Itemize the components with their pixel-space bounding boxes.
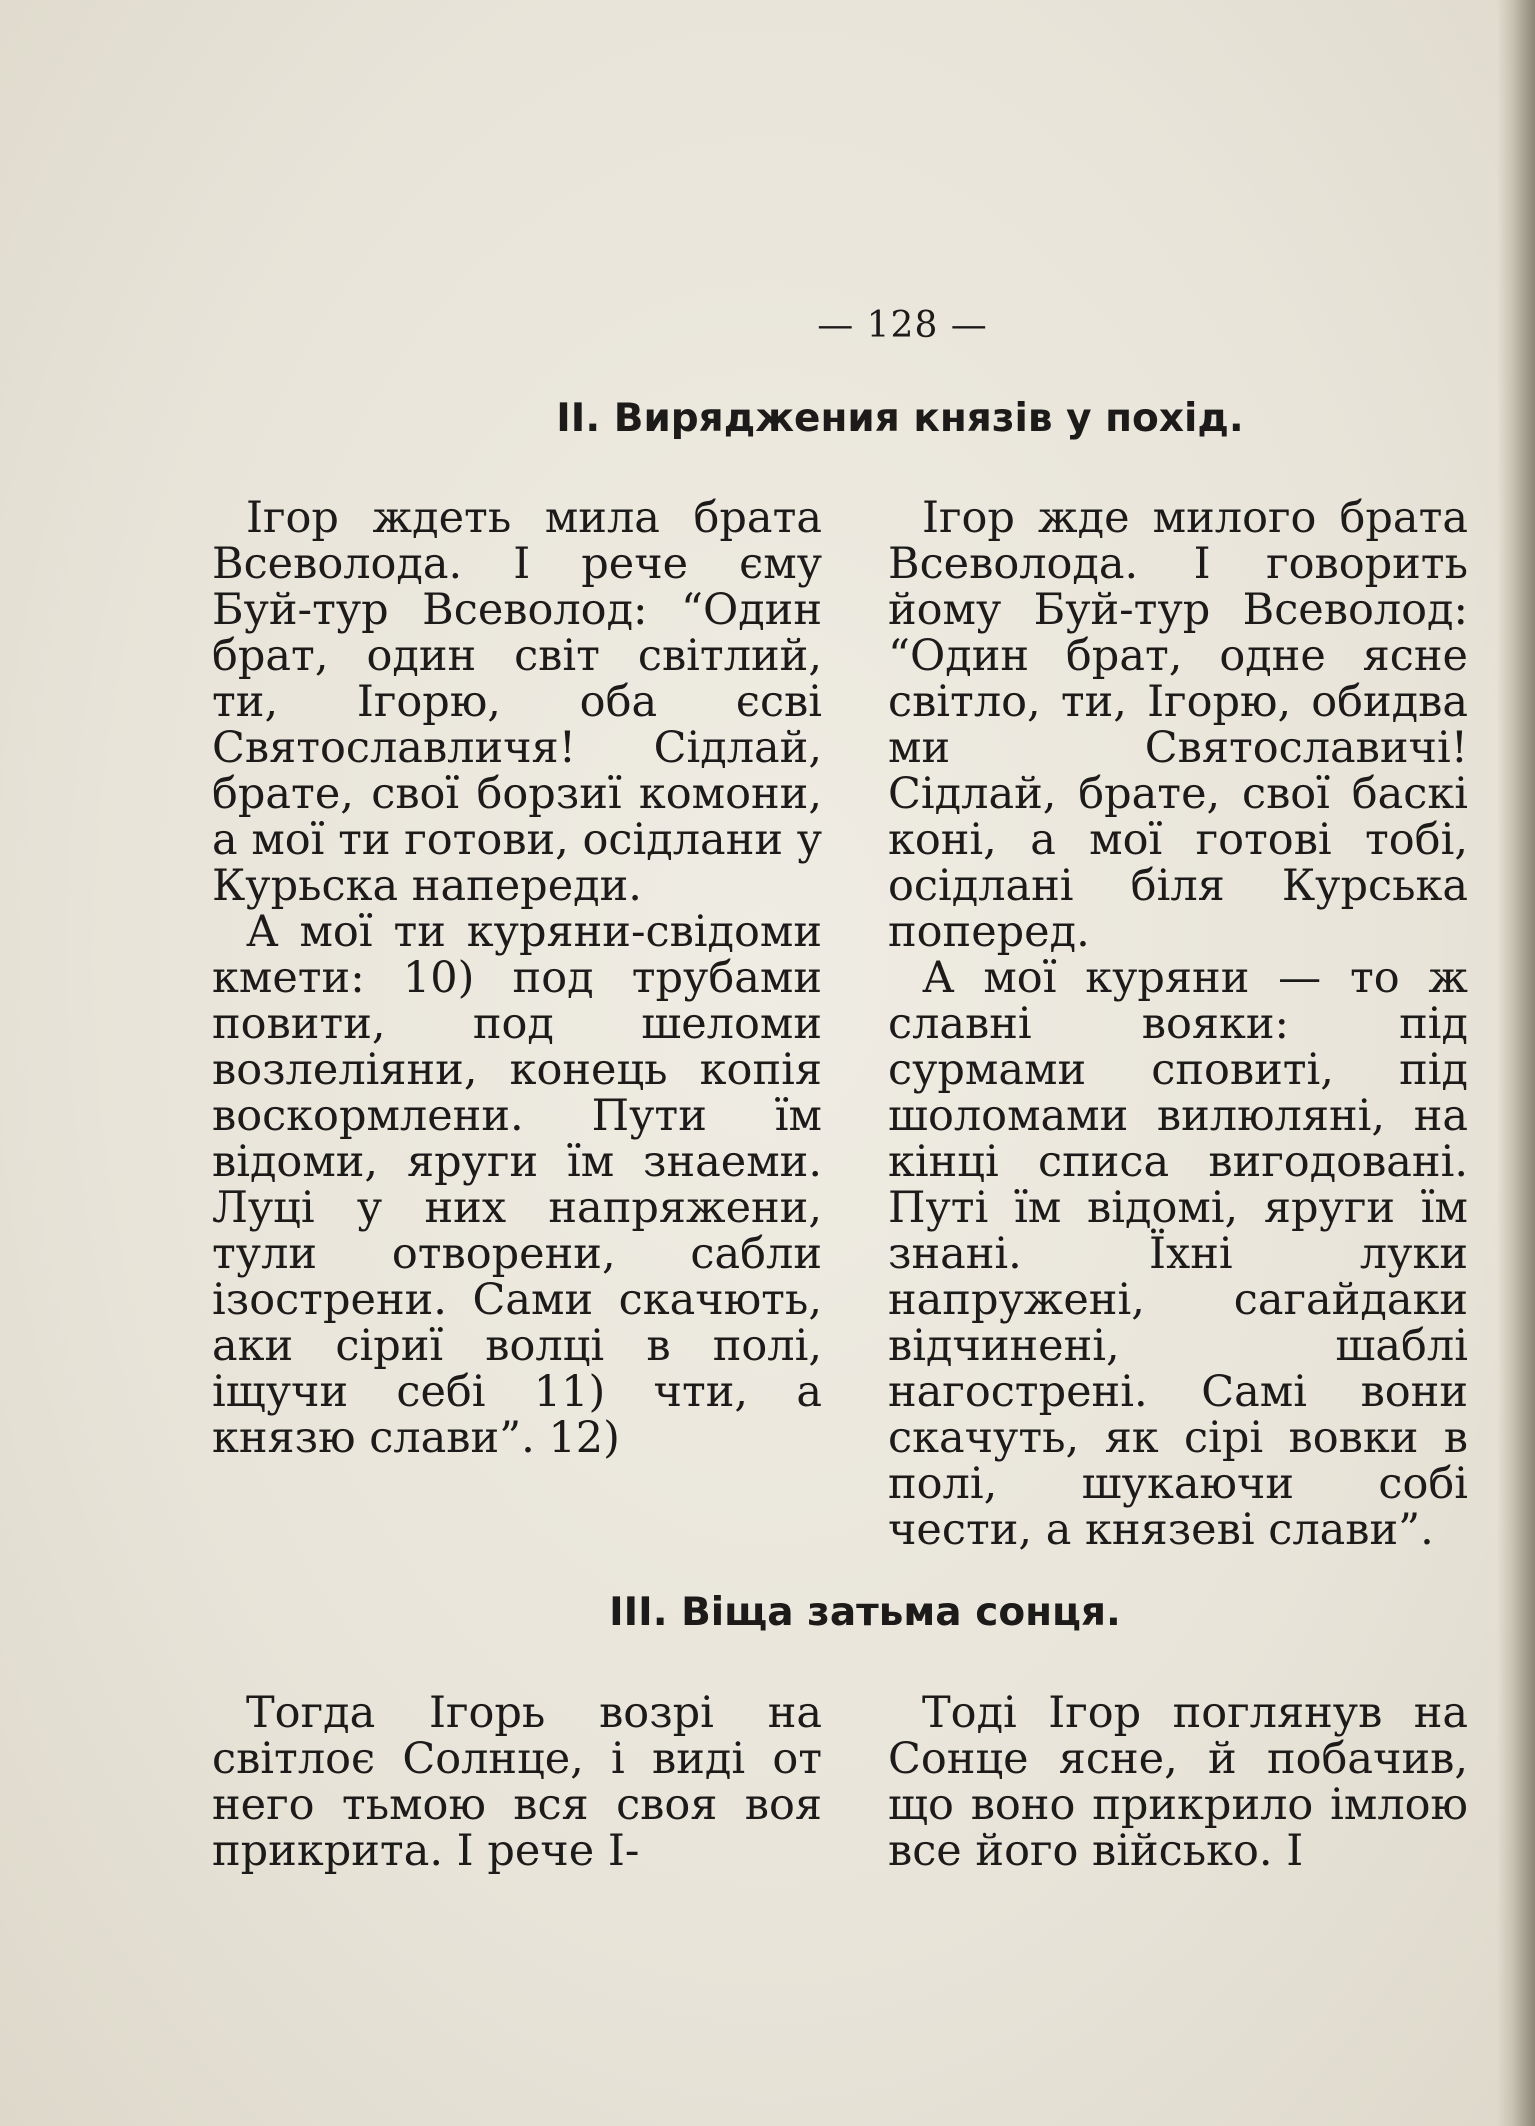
paragraph: А мої куряни — то ж славні вояки: під сурмами сповиті, під шоломами вилюляні, на кінці списа вигодовані. Путі їм відомі, яруги їм знані. Їхні луки напружені, сагайдаки відчинені, шаблі нагострені. Самі вони скачуть, як сірі вовки в полі, шукаючи собі чести, а князеві слави”. xyxy=(888,953,1468,1555)
page-number: — 128 — xyxy=(817,305,988,346)
paragraph: А мої ти куряни-свідоми кмети: 10) под трубами повити, под шеломи возлеліяни, конець копія воскормлени. Пути їм відоми, яруги їм знаеми. Луці у них напряжени, тули отворени, сабли ізострени. Сами скачють, аки сіриї волці в полі, іщучи себі 11) чти, а князю слави”. 12) xyxy=(212,907,822,1463)
paragraph: Тоді Ігор поглянув на Сонце ясне, й побачив, що воно прикрило імлою все його військо. І xyxy=(888,1688,1468,1876)
section-3-translation-column xyxy=(888,1690,1468,1874)
section-3-old-text-column xyxy=(212,1690,822,1874)
paragraph: Ігор ждеть мила брата Всеволода. І рече єму Буй-тур Всеволод: “Один брат, один світ світлий, ти, Ігорю, оба єсві Святославличя! Сідлай, брате, свої борзиї комони, а мої ти готови, осідлани у Курьска напереди. xyxy=(212,493,822,911)
section-2-translation-column xyxy=(888,495,1468,1553)
paragraph: Ігор жде милого брата Всеволода. І говорить йому Буй-тур Всеволод: “Один брат, одне ясне світло, ти, Ігорю, обидва ми Святославичі! Сідлай, брате, свої баскі коні, а мої готові тобі, осідлані біля Курська поперед. xyxy=(888,493,1468,957)
paragraph: Тогда Ігорь возрі на світлоє Солнце, і виді от него тьмою вся своя воя прикрита. І рече І- xyxy=(212,1688,822,1876)
section-heading-3: III. Віща затьма сонця. xyxy=(609,1590,1121,1635)
section-heading-2: II. Виряджения князів у похід. xyxy=(556,396,1244,441)
section-2-old-text-column xyxy=(212,495,822,1461)
